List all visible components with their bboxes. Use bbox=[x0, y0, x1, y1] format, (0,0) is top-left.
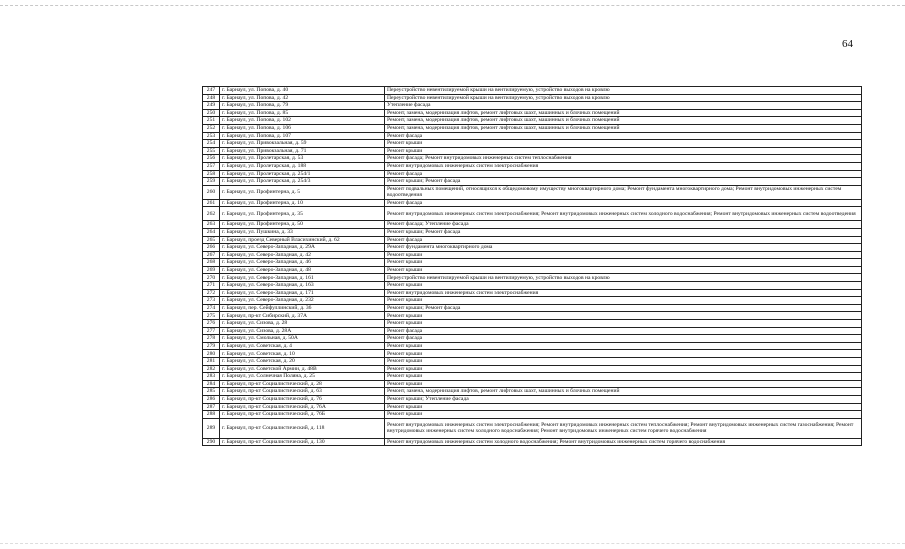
address-cell: г. Барнаул, ул. Профинтерна, д. 50 bbox=[220, 221, 385, 229]
table-row bbox=[203, 266, 862, 274]
table-row bbox=[203, 358, 862, 366]
table-row bbox=[203, 438, 862, 446]
address-cell: г. Барнаул, ул. Попова, д. 85 bbox=[220, 109, 385, 117]
row-number-cell: 247 bbox=[203, 87, 220, 95]
address-cell: г. Барнаул, ул. Пролетарская, д. 53 bbox=[220, 155, 385, 163]
work-type-cell: Ремонт внутридомовых инженерных систем холодного водоснабжения; Ремонт внутридомовых инженерных систем горячего водоснабжения bbox=[385, 438, 862, 446]
address-cell: г. Барнаул, ул. Профинтерна, д. 35 bbox=[220, 207, 385, 221]
row-number-cell: 269 bbox=[203, 266, 220, 274]
table-row bbox=[203, 102, 862, 110]
row-number-cell: 248 bbox=[203, 94, 220, 102]
work-type-cell: Ремонт крыши bbox=[385, 342, 862, 350]
row-number-cell: 263 bbox=[203, 221, 220, 229]
row-number-cell: 286 bbox=[203, 395, 220, 403]
row-number-cell: 277 bbox=[203, 327, 220, 335]
row-number-cell: 266 bbox=[203, 244, 220, 252]
table-row bbox=[203, 289, 862, 297]
table-row bbox=[203, 320, 862, 328]
row-number-cell: 283 bbox=[203, 373, 220, 381]
repair-list-table-container bbox=[202, 86, 862, 446]
row-number-cell: 285 bbox=[203, 388, 220, 396]
work-type-cell: Ремонт внутридомовых инженерных систем электроснабжения bbox=[385, 162, 862, 170]
work-type-cell: Ремонт крыши bbox=[385, 411, 862, 419]
address-cell: г. Барнаул, ул. Попова, д. 42 bbox=[220, 94, 385, 102]
table-row bbox=[203, 282, 862, 290]
address-cell: г. Барнаул, ул. Советская, д. 10 bbox=[220, 350, 385, 358]
work-type-cell: Ремонт крыши bbox=[385, 140, 862, 148]
work-type-cell: Ремонт крыши bbox=[385, 320, 862, 328]
table-row bbox=[203, 342, 862, 350]
row-number-cell: 275 bbox=[203, 312, 220, 320]
address-cell: г. Барнаул, ул. Советской Армии, д. 48В bbox=[220, 365, 385, 373]
table-row bbox=[203, 87, 862, 95]
address-cell: г. Барнаул, ул. Попова, д. 106 bbox=[220, 124, 385, 132]
row-number-cell: 262 bbox=[203, 207, 220, 221]
table-row bbox=[203, 132, 862, 140]
table-body bbox=[203, 87, 862, 446]
address-cell: г. Барнаул, ул. Привокзальная, д. 71 bbox=[220, 147, 385, 155]
work-type-cell: Ремонт фасада bbox=[385, 236, 862, 244]
row-number-cell: 279 bbox=[203, 342, 220, 350]
work-type-cell: Ремонт внутридомовых инженерных систем электроснабжения; Ремонт внутридомовых инженерных систем теплоснабжения; Ремонт внутридомовых инженерных систем газоснабжения; Ремонт внутридомовых инженерных систем холодного водоснабжения; Ремонт внутридомовых инженерных систем горячего водоснабжения bbox=[385, 418, 862, 438]
work-type-cell: Ремонт фасада; Утепление фасада bbox=[385, 221, 862, 229]
work-type-cell: Ремонт, замена, модернизация лифтов, ремонт лифтовых шахт, машинных и блочных помещений bbox=[385, 388, 862, 396]
work-type-cell: Ремонт крыши; Ремонт фасада bbox=[385, 178, 862, 186]
address-cell: г. Барнаул, ул. Северо-Западная, д. 42 bbox=[220, 251, 385, 259]
table-row bbox=[203, 221, 862, 229]
address-cell: г. Барнаул, пер. Сейфуллинский, д. 36 bbox=[220, 304, 385, 312]
address-cell: г. Барнаул, ул. Пролетарская, д. 254/3 bbox=[220, 178, 385, 186]
address-cell: г. Барнаул, ул. Северо-Западная, д. 232 bbox=[220, 297, 385, 305]
row-number-cell: 256 bbox=[203, 155, 220, 163]
table-row bbox=[203, 335, 862, 343]
page-number: 64 bbox=[842, 38, 853, 50]
work-type-cell: Ремонт крыши bbox=[385, 365, 862, 373]
work-type-cell: Ремонт крыши; Утепление фасада bbox=[385, 395, 862, 403]
work-type-cell: Ремонт фасада bbox=[385, 335, 862, 343]
work-type-cell: Ремонт, замена, модернизация лифтов, ремонт лифтовых шахт, машинных и блочных помещений bbox=[385, 124, 862, 132]
address-cell: г. Барнаул, ул. Профинтерна, д. 10 bbox=[220, 199, 385, 207]
row-number-cell: 264 bbox=[203, 228, 220, 236]
row-number-cell: 253 bbox=[203, 132, 220, 140]
row-number-cell: 276 bbox=[203, 320, 220, 328]
address-cell: г. Барнаул, ул. Попова, д. 107 bbox=[220, 132, 385, 140]
table-row bbox=[203, 327, 862, 335]
table-row bbox=[203, 170, 862, 178]
work-type-cell: Ремонт крыши bbox=[385, 403, 862, 411]
row-number-cell: 258 bbox=[203, 170, 220, 178]
address-cell: г. Барнаул, ул. Привокзальная, д. 59 bbox=[220, 140, 385, 148]
table-row bbox=[203, 418, 862, 438]
address-cell: г. Барнаул, ул. Северо-Западная, д. 161 bbox=[220, 274, 385, 282]
work-type-cell: Ремонт крыши bbox=[385, 297, 862, 305]
address-cell: г. Барнаул, ул. Северо-Западная, д. 46 bbox=[220, 259, 385, 267]
address-cell: г. Барнаул, ул. Попова, д. 102 bbox=[220, 117, 385, 125]
work-type-cell: Ремонт крыши bbox=[385, 266, 862, 274]
table-row bbox=[203, 244, 862, 252]
table-row bbox=[203, 251, 862, 259]
table-row bbox=[203, 304, 862, 312]
address-cell: г. Барнаул, ул. Сизова, д. 28А bbox=[220, 327, 385, 335]
work-type-cell: Ремонт фасада bbox=[385, 199, 862, 207]
row-number-cell: 289 bbox=[203, 418, 220, 438]
row-number-cell: 282 bbox=[203, 365, 220, 373]
address-cell: г. Барнаул, пр-кт Социалистический, д. 76Б bbox=[220, 411, 385, 419]
table-row bbox=[203, 373, 862, 381]
scan-bottom-edge bbox=[0, 543, 905, 544]
table-row bbox=[203, 380, 862, 388]
repair-list-table bbox=[202, 86, 862, 446]
work-type-cell: Ремонт подвальных помещений, относящихся к общедомовому имуществу многоквартирного дома; Ремонт фундамента многоквартирного дома; Ремонт внутридомовых инженерных систем водоотведения bbox=[385, 185, 862, 199]
scan-top-edge bbox=[0, 5, 905, 6]
row-number-cell: 261 bbox=[203, 199, 220, 207]
row-number-cell: 274 bbox=[203, 304, 220, 312]
table-row bbox=[203, 274, 862, 282]
work-type-cell: Ремонт крыши bbox=[385, 282, 862, 290]
row-number-cell: 288 bbox=[203, 411, 220, 419]
work-type-cell: Ремонт внутридомовых инженерных систем электроснабжения; Ремонт внутридомовых инженерных систем холодного водоснабжения; Ремонт внутридомовых инженерных систем водоотведения bbox=[385, 207, 862, 221]
address-cell: г. Барнаул, ул. Попова, д. 79 bbox=[220, 102, 385, 110]
table-row bbox=[203, 411, 862, 419]
table-row bbox=[203, 185, 862, 199]
work-type-cell: Ремонт крыши bbox=[385, 350, 862, 358]
table-row bbox=[203, 124, 862, 132]
table-row bbox=[203, 297, 862, 305]
address-cell: г. Барнаул, пр-кт Социалистический, д. 118 bbox=[220, 418, 385, 438]
address-cell: г. Барнаул, ул. Северо-Западная, д. 48 bbox=[220, 266, 385, 274]
row-number-cell: 270 bbox=[203, 274, 220, 282]
work-type-cell: Утепление фасада bbox=[385, 102, 862, 110]
table-row bbox=[203, 109, 862, 117]
table-row bbox=[203, 147, 862, 155]
work-type-cell: Ремонт, замена, модернизация лифтов, ремонт лифтовых шахт, машинных и блочных помещений bbox=[385, 109, 862, 117]
row-number-cell: 255 bbox=[203, 147, 220, 155]
row-number-cell: 257 bbox=[203, 162, 220, 170]
row-number-cell: 252 bbox=[203, 124, 220, 132]
address-cell: г. Барнаул, пр-кт Социалистический, д. 63 bbox=[220, 388, 385, 396]
address-cell: г. Барнаул, пр-кт Социалистический, д. 76А bbox=[220, 403, 385, 411]
row-number-cell: 278 bbox=[203, 335, 220, 343]
work-type-cell: Переустройство невентилируемой крыши на вентилируемую, устройство выходов на кровлю bbox=[385, 87, 862, 95]
table-row bbox=[203, 199, 862, 207]
work-type-cell: Ремонт фундамента многоквартирного дома bbox=[385, 244, 862, 252]
address-cell: г. Барнаул, пр-кт Сибирский, д. 37А bbox=[220, 312, 385, 320]
address-cell: г. Барнаул, ул. Попова, д. 40 bbox=[220, 87, 385, 95]
work-type-cell: Ремонт крыши; Ремонт фасада bbox=[385, 228, 862, 236]
row-number-cell: 254 bbox=[203, 140, 220, 148]
work-type-cell: Ремонт фасада; Ремонт внутридомовых инженерных систем теплоснабжения bbox=[385, 155, 862, 163]
table-row bbox=[203, 117, 862, 125]
work-type-cell: Ремонт крыши; Ремонт фасада bbox=[385, 304, 862, 312]
row-number-cell: 290 bbox=[203, 438, 220, 446]
row-number-cell: 284 bbox=[203, 380, 220, 388]
table-row bbox=[203, 259, 862, 267]
row-number-cell: 273 bbox=[203, 297, 220, 305]
table-row bbox=[203, 162, 862, 170]
row-number-cell: 250 bbox=[203, 109, 220, 117]
work-type-cell: Переустройство невентилируемой крыши на вентилируемую, устройство выходов на кровлю bbox=[385, 274, 862, 282]
address-cell: г. Барнаул, ул. Северо-Западная, д. 171 bbox=[220, 289, 385, 297]
address-cell: г. Барнаул, ул. Профинтерна, д. 5 bbox=[220, 185, 385, 199]
table-row bbox=[203, 388, 862, 396]
address-cell: г. Барнаул, ул. Солнечная Поляна, д. 25 bbox=[220, 373, 385, 381]
row-number-cell: 259 bbox=[203, 178, 220, 186]
table-row bbox=[203, 94, 862, 102]
table-row bbox=[203, 228, 862, 236]
address-cell: г. Барнаул, ул. Советская, д. 20 bbox=[220, 358, 385, 366]
work-type-cell: Ремонт крыши bbox=[385, 147, 862, 155]
address-cell: г. Барнаул, ул. Северо-Западная, д. 29А bbox=[220, 244, 385, 252]
work-type-cell: Ремонт крыши bbox=[385, 251, 862, 259]
row-number-cell: 249 bbox=[203, 102, 220, 110]
work-type-cell: Ремонт фасада bbox=[385, 327, 862, 335]
work-type-cell: Ремонт крыши bbox=[385, 373, 862, 381]
row-number-cell: 281 bbox=[203, 358, 220, 366]
work-type-cell: Ремонт крыши bbox=[385, 259, 862, 267]
table-row bbox=[203, 178, 862, 186]
row-number-cell: 267 bbox=[203, 251, 220, 259]
table-row bbox=[203, 312, 862, 320]
address-cell: г. Барнаул, ул. Пушкина, д. 33 bbox=[220, 228, 385, 236]
row-number-cell: 272 bbox=[203, 289, 220, 297]
row-number-cell: 251 bbox=[203, 117, 220, 125]
address-cell: г. Барнаул, ул. Пролетарская, д. 254/1 bbox=[220, 170, 385, 178]
table-row bbox=[203, 395, 862, 403]
address-cell: г. Барнаул, ул. Советская, д. 4 bbox=[220, 342, 385, 350]
table-row bbox=[203, 140, 862, 148]
table-row bbox=[203, 403, 862, 411]
address-cell: г. Барнаул, проезд Северный Власихинский, д. 62 bbox=[220, 236, 385, 244]
row-number-cell: 260 bbox=[203, 185, 220, 199]
table-row bbox=[203, 365, 862, 373]
address-cell: г. Барнаул, ул. Пролетарская, д. 188 bbox=[220, 162, 385, 170]
row-number-cell: 287 bbox=[203, 403, 220, 411]
address-cell: г. Барнаул, ул. Сизова, д. 28 bbox=[220, 320, 385, 328]
address-cell: г. Барнаул, ул. Северо-Западная, д. 163 bbox=[220, 282, 385, 290]
work-type-cell: Ремонт фасада bbox=[385, 132, 862, 140]
work-type-cell: Ремонт крыши bbox=[385, 380, 862, 388]
address-cell: г. Барнаул, пр-кт Социалистический, д. 28 bbox=[220, 380, 385, 388]
table-row bbox=[203, 350, 862, 358]
work-type-cell: Ремонт фасада bbox=[385, 170, 862, 178]
row-number-cell: 280 bbox=[203, 350, 220, 358]
work-type-cell: Ремонт крыши bbox=[385, 312, 862, 320]
table-row bbox=[203, 207, 862, 221]
row-number-cell: 265 bbox=[203, 236, 220, 244]
address-cell: г. Барнаул, ул. Смольная, д. 50А bbox=[220, 335, 385, 343]
work-type-cell: Переустройство невентилируемой крыши на вентилируемую, устройство выходов на кровлю bbox=[385, 94, 862, 102]
work-type-cell: Ремонт крыши bbox=[385, 358, 862, 366]
work-type-cell: Ремонт внутридомовых инженерных систем электроснабжения bbox=[385, 289, 862, 297]
work-type-cell: Ремонт, замена, модернизация лифтов, ремонт лифтовых шахт, машинных и блочных помещений bbox=[385, 117, 862, 125]
address-cell: г. Барнаул, пр-кт Социалистический, д. 130 bbox=[220, 438, 385, 446]
table-row bbox=[203, 236, 862, 244]
row-number-cell: 271 bbox=[203, 282, 220, 290]
address-cell: г. Барнаул, пр-кт Социалистический, д. 76 bbox=[220, 395, 385, 403]
table-row bbox=[203, 155, 862, 163]
row-number-cell: 268 bbox=[203, 259, 220, 267]
